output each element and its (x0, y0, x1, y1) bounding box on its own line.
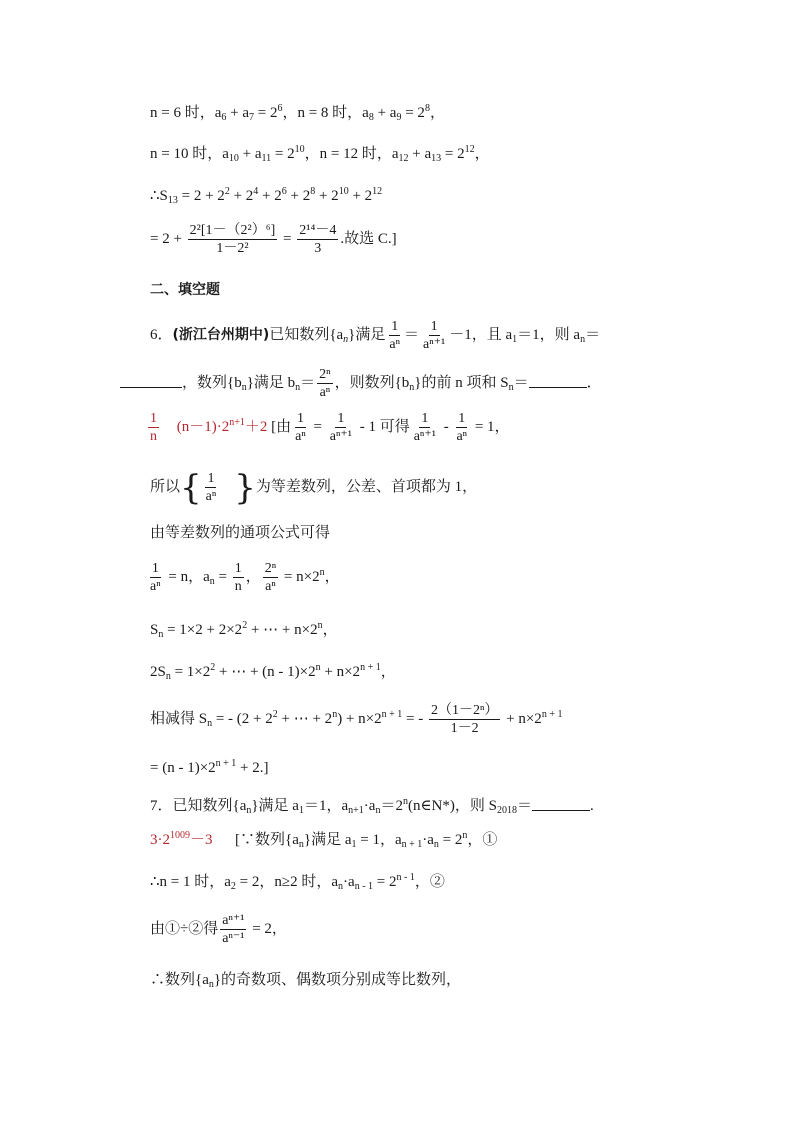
fraction: $\frac{1}{\text{aⁿ}}$ (295, 411, 306, 444)
fraction: $\frac{\text{2ⁿ}}{\text{aⁿ}}$ (319, 367, 331, 400)
fraction: $\frac{1}{\text{aⁿ⁺¹}}$ (413, 411, 436, 444)
solution-line-subtract: 相减得 $S_n$ = - ($2 + 2^2$ + ⋯ + $2^n) + n\times 2^{n + 1}$ = - $\frac{\text{2（1－2ⁿ）}}{1-2}$ + $n\times 2^{n + 1}$ (150, 703, 563, 736)
fraction: $\frac{1}{\text{aⁿ}}$ (389, 319, 400, 352)
section-heading: 二、填空题 (150, 282, 220, 298)
solution-7-line-3: ∴数列$\{a_n\}$的奇数项、偶数项分别成等比数列， (150, 972, 462, 990)
solution-line-2: n = 10 时，$a_{10} + a_{11} = 2^{10}$，n = 12 时，$a_{12} + a_{13} = 2^{12}$， (150, 144, 490, 164)
solution-7-line-1: ∴n = 1 时，$a_2 = 2$，n≥2 时，$a_n\cdot a_{n - 1} = 2^{n - 1}$，② (150, 872, 445, 892)
fraction: $\frac{1}{\text{aⁿ}}$ (456, 411, 468, 444)
fraction: $\frac{\text{2（1－2ⁿ）}}{1-2}$ (430, 703, 499, 736)
fraction: $\frac{\text{2ⁿ}}{\text{aⁿ}}$ (264, 561, 277, 594)
answer-blank[interactable] (529, 375, 587, 388)
solution-line-final: = $(n - 1)\times 2^{n + 1} + 2$.] (150, 758, 269, 776)
answer-fraction: $\frac{1}{n}$ (150, 411, 157, 444)
solution-result-line: = 2 + $\frac{\text{2²[1－（2²）⁶]}}{\text{1－2²}}$ = $\frac{\text{2¹⁴－4}}{3}$ .故选 C.] (150, 223, 397, 256)
solution-line-so: 所以{ $\frac{1}{\text{aⁿ}}$ }为等差数列，公差、首项都为 1， (150, 467, 478, 508)
answer-blank[interactable] (120, 375, 182, 388)
right-brace-icon: } (234, 467, 256, 508)
fraction: $\frac{1}{\text{aⁿ⁺¹}}$ (423, 319, 446, 352)
solution-line-formula-intro: 由等差数列的通项公式可得 (150, 525, 331, 541)
question-6-line-1: 6．(浙江台州期中)已知数列$\{a_n\}$满足 $\frac{1}{\text{aⁿ}}$ ＝ $\frac{1}{\text{aⁿ⁺¹}}$ －1，且 $a_1=1$，则 $a_n=$ (150, 319, 601, 352)
fraction: $\frac{\text{aⁿ⁺¹}}{\text{aⁿ⁻¹}}$ (222, 913, 245, 946)
question-7: 7．已知数列$\{a_n\}$满足 $a_1=1$，$a_{n+1}\cdot a_n=2^n(n\in N*)$，则 $S_{2018}=$ . (150, 796, 594, 816)
fraction: $\frac{\text{2¹⁴－4}}{3}$ (299, 223, 337, 256)
solution-line-2sn: $2S_n = 1\times 2^2$ + ⋯ + $(n - 1)\times 2^n + n\times 2^{n + 1}$， (150, 662, 396, 682)
solution-line-sn: $S_n = 1\times 2 + 2\times 2^2$ + ⋯ + $n\times 2^n$， (150, 620, 338, 640)
fraction: $\frac{1}{\text{aⁿ⁺¹}}$ (329, 411, 352, 444)
solution-7-line-2: 由①÷②得 $\frac{\text{aⁿ⁺¹}}{\text{aⁿ⁻¹}}$ = 2， (150, 913, 287, 946)
solution-sum-line: $\therefore S_{13} = 2 + 2^2 + 2^4 + 2^6 + 2^8 + 2^{10} + 2^{12}$ (150, 186, 383, 206)
fraction: $\frac{1}{\text{aⁿ}}$ (150, 561, 161, 594)
question-6-line-2: ，数列$\{b_n\}$满足 $b_n=$ $\frac{\text{2ⁿ}}{\text{aⁿ}}$ ，则数列$\{b_n\}$的前 n 项和 $S_n=$ ． (120, 366, 602, 401)
answer-7-line: $3\cdot 2^{1009}-3$ [∵数列$\{a_n\}$满足 $a_1 = 1$，$a_{n + 1}\cdot a_n = 2^n$，① (150, 830, 498, 850)
solution-line-an: $\frac{1}{\text{aⁿ}}$ = n，$a_n$ = $\frac{1}{n}$ ， $\frac{\text{2ⁿ}}{\text{aⁿ}}$ = $n\times 2^n$， (150, 561, 340, 594)
answer-6-line: $\frac{1}{n}$ $(n-1)\cdot 2^{n+1}+2$ [由 $\frac{1}{\text{aⁿ}}$ = $\frac{1}{\text{aⁿ⁺¹}}$ - 1 可得 $\frac{1}{\text{aⁿ⁺¹}}$ - $\frac{1}{\text{aⁿ}}$ = 1， (150, 411, 510, 444)
fraction: $\frac{1}{n}$ (234, 561, 242, 594)
answer-blank[interactable] (532, 798, 590, 811)
solution-line-1: n = 6 时，$a_6 + a_7 = 2^6$，n = 8 时，$a_8 + a_9 = 2^8$， (150, 103, 445, 123)
fraction: $\frac{\text{2²[1－（2²）⁶]}}{\text{1－2²}}$ (189, 223, 276, 256)
left-brace-icon: { (180, 467, 202, 508)
fraction: $\frac{1}{\text{aⁿ}}$ (205, 471, 217, 504)
